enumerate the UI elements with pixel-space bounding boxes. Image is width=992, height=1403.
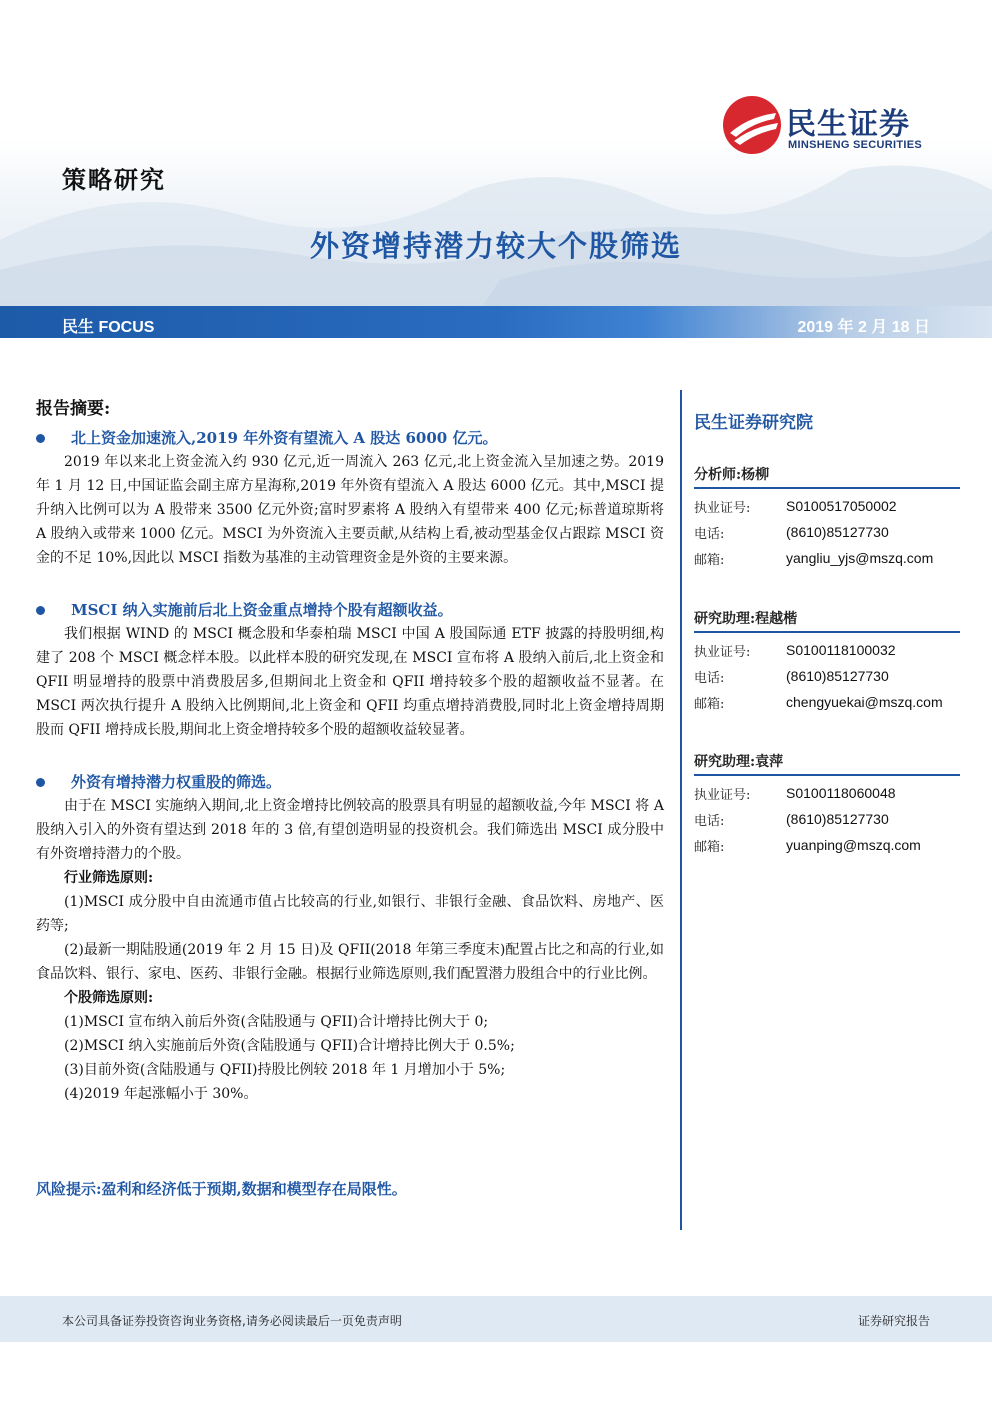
phone-label: 电话:	[694, 813, 725, 829]
contact-name: 研究助理:袁萍	[694, 751, 960, 776]
bullet-title: MSCI 纳入实施前后北上资金重点增持个股有超额收益。	[71, 601, 453, 619]
email-address[interactable]: chengyuekai@mszq.com	[786, 694, 943, 710]
report-title: 外资增持潜力较大个股筛选	[309, 229, 682, 263]
bullet-dot-icon	[36, 434, 45, 443]
phone-label: 电话:	[694, 670, 725, 686]
research-institute: 民生证券研究院	[694, 413, 813, 433]
industry-rules-heading: 行业筛选原则:	[64, 870, 154, 886]
email-label: 邮箱:	[694, 696, 725, 712]
analyst-contact	[694, 464, 960, 571]
stock-rule: (1)MSCI 宣布纳入前后外资(含陆股通与 QFII)合计增持比例大于 0;	[64, 1014, 489, 1030]
banner-series-label: 民生 FOCUS	[62, 319, 155, 336]
report-date: 2019 年 2 月 18 日	[797, 319, 930, 336]
paragraph: 我们根据 WIND 的 MSCI 概念股和华泰柏瑞 MSCI 中国 A 股国际通 ETF 披露的持股明细,构建了 208 个 MSCI 概念样本股。以此样本股的研究发现,在 MSCI 宣布将 A 股纳入前后,北上资金和 QFII 明显增持的股票中消费股居多,但期间北上资金和 QFII 增持较多个股的超额收益不显著。在 MSCI 两次执行提升 A 股纳入比例期间,北上资金和 QFII 均重点增持消费股,同时北上资金增持周期股而 QFII 增持成长股,期间北上资金增持较多个股的超额收益较显著。	[36, 626, 664, 738]
cert-label: 执业证号:	[694, 644, 751, 660]
risk-warning: 风险提示:盈利和经济低于预期,数据和模型存在局限性。	[36, 1180, 407, 1198]
assistant-contact	[694, 608, 960, 715]
email-address[interactable]: yuanping@mszq.com	[786, 837, 921, 853]
stock-rule: (2)MSCI 纳入实施前后外资(含陆股通与 QFII)合计增持比例大于 0.5%;	[64, 1038, 515, 1054]
phone-number: (8610)85127730	[786, 811, 889, 827]
bullet-title: 北上资金加速流入,2019 年外资有望流入 A 股达 6000 亿元。	[71, 429, 498, 447]
phone-number: (8610)85127730	[786, 668, 889, 684]
cert-number: S0100517050002	[786, 498, 897, 514]
footer-label: 证券研究报告	[857, 1314, 930, 1328]
cert-number: S0100118100032	[786, 642, 896, 658]
logo-mark-icon	[722, 95, 782, 155]
cert-number: S0100118060048	[786, 785, 896, 801]
contact-name: 分析师:杨柳	[694, 464, 960, 489]
bullet-dot-icon	[36, 606, 45, 615]
email-label: 邮箱:	[694, 839, 725, 855]
column-divider	[680, 390, 682, 1230]
stock-rules-heading: 个股筛选原则:	[64, 990, 154, 1006]
footer-disclaimer: 本公司具备证券投资咨询业务资格,请务必阅读最后一页免责声明	[62, 1314, 402, 1328]
cert-label: 执业证号:	[694, 500, 751, 516]
section-label: 策略研究	[62, 165, 166, 194]
paragraph: 2019 年以来北上资金流入约 930 亿元,近一周流入 263 亿元,北上资金流入呈加速之势。2019 年 1 月 12 日,中国证监会副主席方星海称,2019 年外资有望流入 A 股达 6000 亿元。其中,MSCI 提升纳入比例可以为 A 股带来 3500 亿元外资;富时罗素将 A 股纳入有望带来 400 亿元;标普道琼斯将 A 股纳入或带来 1000 亿元。MSCI 为外资流入主要贡献,从结构上看,被动型基金仅占跟踪 MSCI 资金的不足 10%,因此以 MSCI 指数为基准的主动管理资金是外资的主要来源。	[36, 454, 664, 566]
abstract-body	[36, 424, 664, 1106]
bullet-title: 外资有增持潜力权重股的筛选。	[71, 773, 282, 791]
phone-number: (8610)85127730	[786, 524, 889, 540]
bullet-item	[36, 770, 664, 794]
contact-name: 研究助理:程越楷	[694, 608, 960, 633]
industry-rule: (2)最新一期陆股通(2019 年 2 月 15 日)及 QFII(2018 年第三季度末)配置占比之和高的行业,如食品饮料、银行、家电、医药、非银行金融。根据行业筛选原则,我们配置潜力股组合中的行业比例。	[36, 942, 664, 982]
company-logo	[722, 95, 952, 157]
phone-label: 电话:	[694, 526, 725, 542]
logo-text-cn: 民生证券	[786, 107, 910, 142]
bullet-dot-icon	[36, 778, 45, 787]
logo-text-en: MINSHENG SECURITIES	[788, 139, 923, 151]
email-address[interactable]: yangliu_yjs@mszq.com	[786, 550, 934, 566]
stock-rule: (4)2019 年起涨幅小于 30%。	[64, 1086, 258, 1102]
email-label: 邮箱:	[694, 552, 725, 568]
cert-label: 执业证号:	[694, 787, 751, 803]
bullet-item	[36, 598, 664, 622]
assistant-contact	[694, 751, 960, 858]
bullet-item	[36, 426, 664, 450]
paragraph: 由于在 MSCI 实施纳入期间,北上资金增持比例较高的股票具有明显的超额收益,今年 MSCI 将 A 股纳入引入的外资有望达到 2018 年的 3 倍,有望创造明显的投资机会。我们筛选出 MSCI 成分股中有外资增持潜力的个股。	[36, 798, 664, 862]
abstract-heading: 报告摘要:	[36, 399, 111, 419]
stock-rule: (3)目前外资(含陆股通与 QFII)持股比例较 2018 年 1 月增加小于 5%;	[64, 1062, 506, 1078]
industry-rule: (1)MSCI 成分股中自由流通市值占比较高的行业,如银行、非银行金融、食品饮料、房地产、医药等;	[36, 894, 664, 934]
